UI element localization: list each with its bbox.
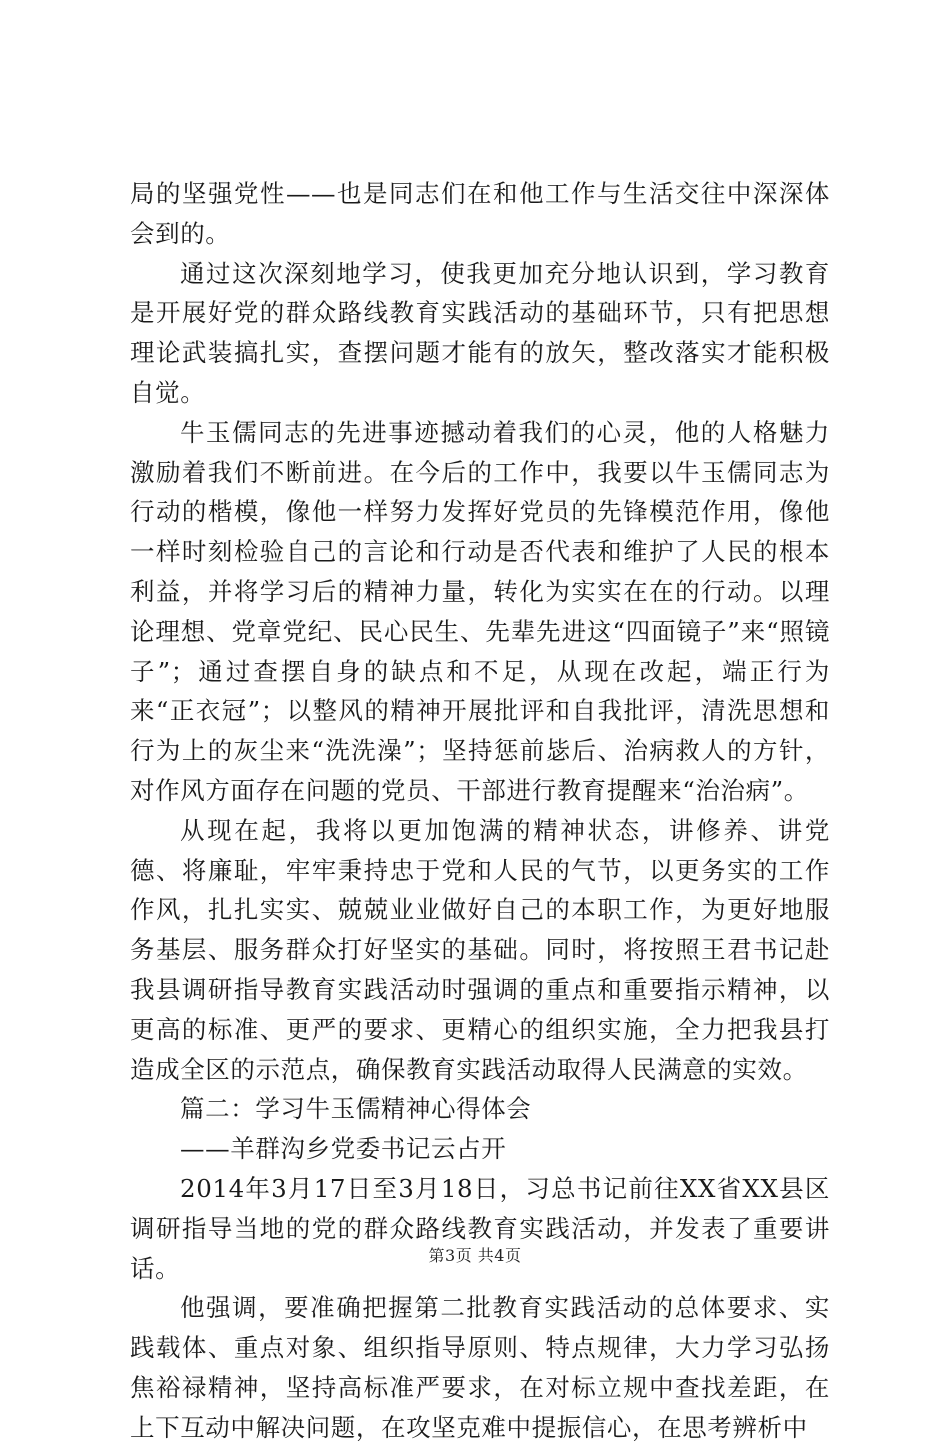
paragraph-2: 通过这次深刻地学习，使我更加充分地认识到，学习教育是开展好党的群众路线教育实践活动的基础环节，只有把思想理论武装搞扎实，查摆问题才能有的放矢，整改落实才能积极自觉。 — [130, 258, 830, 407]
paragraph-1: 局的坚强党性——也是同志们在和他工作与生活交往中深深体会到的。 — [130, 179, 830, 248]
page-footer: 第3页 共4页 — [428, 1246, 522, 1265]
section-author: ——羊群沟乡党委书记云占开 — [180, 1134, 507, 1164]
section-heading: 篇二：学习牛玉儒精神心得体会 — [180, 1094, 532, 1124]
paragraph-5: 2014年3月17日至3月18日，习总书记前往XX省XX县区调研指导当地的党的群众路线教育实践活动，并发表了重要讲话。 — [130, 1173, 830, 1283]
paragraph-3: 牛玉儒同志的先进事迹撼动着我们的心灵，他的人格魅力激励着我们不断前进。在今后的工作中，我要以牛玉儒同志为行动的楷模，像他一样努力发挥好党员的先锋模范作用，像他一样时刻检验自己的言论和行动是否代表和维护了人民的根本利益，并将学习后的精神力量，转化为实实在在的行动。以理论理想、党章党纪、民心民生、先辈先进这“四面镜子”来“照镜子”；通过查摆自身的缺点和不足，从现在改起，端正行为来“正衣冠”；以整风的精神开展批评和自我批评，清洗思想和行为上的灰尘来“洗洗澡”；坚持惩前毖后、治病救人的方针，对作风方面存在问题的党员、干部进行教育提醒来“治治病”。 — [130, 417, 830, 805]
paragraph-4: 从现在起，我将以更加饱满的精神状态，讲修养、讲党德、将廉耻，牢牢秉持忠于党和人民的气节，以更务实的工作作风，扎扎实实、兢兢业业做好自己的本职工作，为更好地服务基层、服务群众打好坚实的基础。同时，将按照王君书记赴我县调研指导教育实践活动时强调的重点和重要指示精神，以更高的标准、更严的要求、更精心的组织实施，全力把我县打造成全区的示范点，确保教育实践活动取得人民满意的实效。 — [130, 815, 830, 1084]
paragraph-6: 他强调，要准确把握第二批教育实践活动的总体要求、实践载体、重点对象、组织指导原则、特点规律，大力学习弘扬焦裕禄精神，坚持高标准严要求，在对标立规中查找差距，在上下互动中解决问题，在攻坚克难中提振信心，在思考辨析中 — [130, 1293, 830, 1442]
